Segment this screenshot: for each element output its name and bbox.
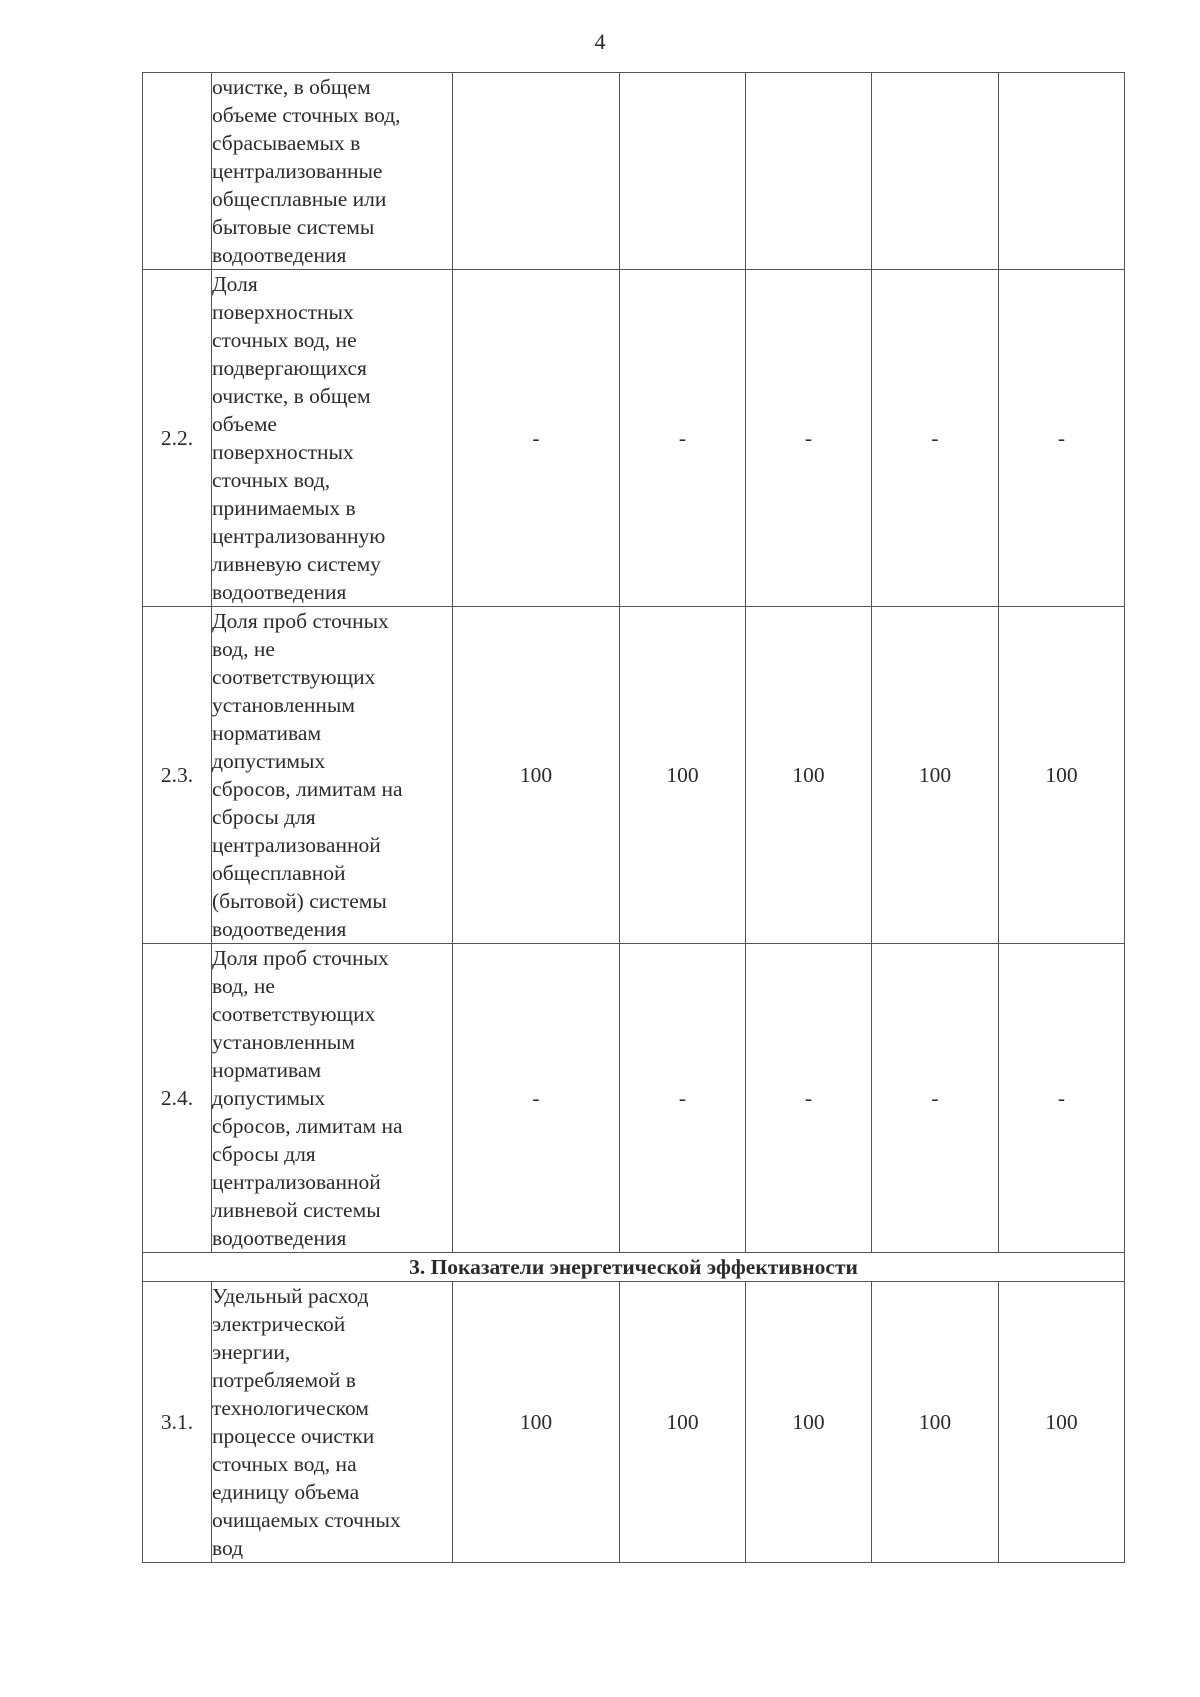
row-description: Доля проб сточных вод, не соответствующих установленным нормативам допустимых сбросов, лимитам на сбросы для централизованной ливневой системы водоотведения bbox=[212, 944, 453, 1253]
value-cell: - bbox=[620, 944, 746, 1253]
value-cell: 100 bbox=[620, 607, 746, 944]
value-cell: - bbox=[746, 270, 872, 607]
value-cell bbox=[746, 73, 872, 270]
indicators-table bbox=[142, 72, 1125, 1563]
row-description: Доля проб сточных вод, не соответствующих установленным нормативам допустимых сбросов, лимитам на сбросы для централизованной общесплавной (бытовой) системы водоотведения bbox=[212, 607, 453, 944]
value-cell: 100 bbox=[453, 1282, 620, 1563]
value-cell: - bbox=[999, 944, 1125, 1253]
row-description: Удельный расход электрической энергии, потребляемой в технологическом процессе очистки сточных вод, на единицу объема очищаемых сточных вод bbox=[212, 1282, 453, 1563]
value-cell: 100 bbox=[999, 1282, 1125, 1563]
page-number: 4 bbox=[594, 29, 606, 54]
row-description: Доля поверхностных сточных вод, не подвергающихся очистке, в общем объеме поверхностных сточных вод, принимаемых в централизованную ливневую систему водоотведения bbox=[212, 270, 453, 607]
value-cell: - bbox=[620, 270, 746, 607]
table-row bbox=[143, 270, 1125, 607]
value-cell: 100 bbox=[746, 1282, 872, 1563]
value-cell bbox=[620, 73, 746, 270]
value-cell bbox=[453, 73, 620, 270]
value-cell: - bbox=[746, 944, 872, 1253]
row-number: 2.3. bbox=[143, 607, 212, 944]
value-cell: - bbox=[999, 270, 1125, 607]
row-description: очистке, в общем объеме сточных вод, сбрасываемых в централизованные общесплавные или бытовые системы водоотведения bbox=[212, 73, 453, 270]
table-row bbox=[143, 607, 1125, 944]
value-cell: - bbox=[872, 270, 999, 607]
value-cell: - bbox=[453, 270, 620, 607]
section-title: 3. Показатели энергетической эффективности bbox=[143, 1253, 1125, 1282]
row-number: 3.1. bbox=[143, 1282, 212, 1563]
value-cell: 100 bbox=[999, 607, 1125, 944]
value-cell bbox=[872, 73, 999, 270]
value-cell: - bbox=[872, 944, 999, 1253]
value-cell: - bbox=[453, 944, 620, 1253]
value-cell: 100 bbox=[453, 607, 620, 944]
value-cell: 100 bbox=[872, 607, 999, 944]
row-number bbox=[143, 73, 212, 270]
value-cell: 100 bbox=[872, 1282, 999, 1563]
section-header-row bbox=[143, 1253, 1125, 1282]
table-row bbox=[143, 73, 1125, 270]
table-row bbox=[143, 944, 1125, 1253]
value-cell bbox=[999, 73, 1125, 270]
row-number: 2.2. bbox=[143, 270, 212, 607]
row-number: 2.4. bbox=[143, 944, 212, 1253]
table-row bbox=[143, 1282, 1125, 1563]
value-cell: 100 bbox=[620, 1282, 746, 1563]
value-cell: 100 bbox=[746, 607, 872, 944]
